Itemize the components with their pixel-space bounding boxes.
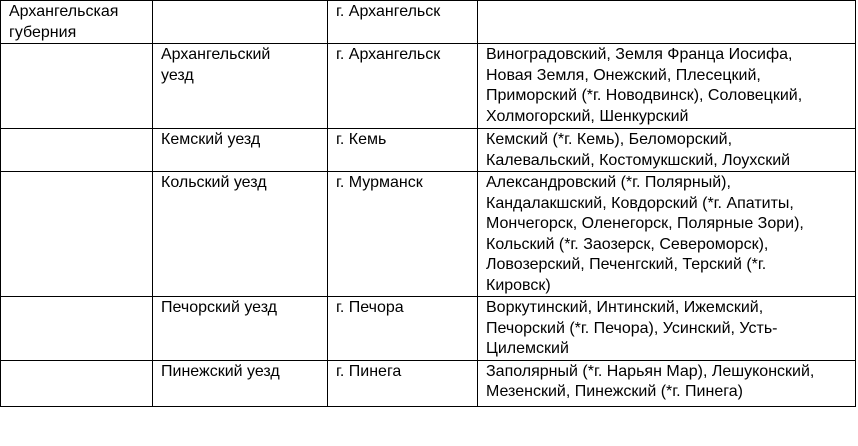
governorate-cell — [1, 44, 153, 129]
center-cell — [328, 360, 478, 406]
center-cell — [328, 1, 478, 44]
uezd-cell — [153, 297, 328, 361]
uezd-name: Пинежский уезд — [161, 362, 280, 380]
table-row — [1, 172, 856, 297]
uezd-cell — [153, 44, 328, 129]
districts-cell — [478, 172, 856, 297]
uezd-cell — [153, 172, 328, 297]
uezd-cell — [153, 1, 328, 44]
table-row — [1, 44, 856, 129]
table-row — [1, 360, 856, 406]
governorate-cell — [1, 297, 153, 361]
districts-list: Александровский (*г. Полярный), Кандалакшский, Ковдорский (*г. Апатиты, Мончегорск, Оленегорск, Полярные Зори), Кольский (*г. Заозерск, Североморск), Ловозерский, Печенгский, Терский (*г. Кировск) — [486, 174, 804, 294]
districts-list: Заполярный (*г. Нарьян Мар), Лешуконский, Мезенский, Пинежский (*г. Пинега) — [486, 362, 815, 400]
center-cell — [328, 44, 478, 129]
table-row — [1, 129, 856, 172]
governorate-cell — [1, 1, 153, 44]
table-row — [1, 1, 856, 44]
governorate-cell — [1, 360, 153, 406]
center-name: г. Архангельск — [336, 3, 441, 20]
uezd-cell — [153, 129, 328, 172]
districts-list: Воркутинский, Интинский, Ижемский, Печорский (*г. Печора), Усинский, Усть- Цилемский — [486, 299, 778, 357]
center-cell — [328, 172, 478, 297]
center-name: г. Пинега — [336, 362, 402, 380]
governorate-cell — [1, 172, 153, 297]
center-name: г. Кемь — [336, 131, 387, 148]
uezd-name: Кемский уезд — [161, 131, 261, 148]
center-name: г. Архангельск — [336, 46, 441, 63]
districts-cell — [478, 1, 856, 44]
uezd-name: Архангельский уезд — [161, 46, 271, 84]
table-row — [1, 297, 856, 361]
center-cell — [328, 129, 478, 172]
districts-cell — [478, 129, 856, 172]
districts-cell — [478, 360, 856, 406]
governorate-name: Архангельская губерния — [9, 3, 119, 41]
governorate-cell — [1, 129, 153, 172]
districts-cell — [478, 44, 856, 129]
uezd-name: Кольский уезд — [161, 174, 267, 191]
center-name: г. Мурманск — [336, 174, 423, 191]
center-name: г. Печора — [336, 299, 404, 316]
districts-cell — [478, 297, 856, 361]
districts-list: Кемский (*г. Кемь), Беломорский, Калевальский, Костомукшский, Лоухский — [486, 131, 791, 169]
districts-list: Виноградовский, Земля Франца Иосифа, Новая Земля, Онежский, Плесецкий, Приморский (*г. Новодвинск), Соловецкий, Холмогорский, Шенкурский — [486, 46, 803, 125]
uezd-name: Печорский уезд — [161, 299, 278, 316]
center-cell — [328, 297, 478, 361]
uezd-cell — [153, 360, 328, 406]
